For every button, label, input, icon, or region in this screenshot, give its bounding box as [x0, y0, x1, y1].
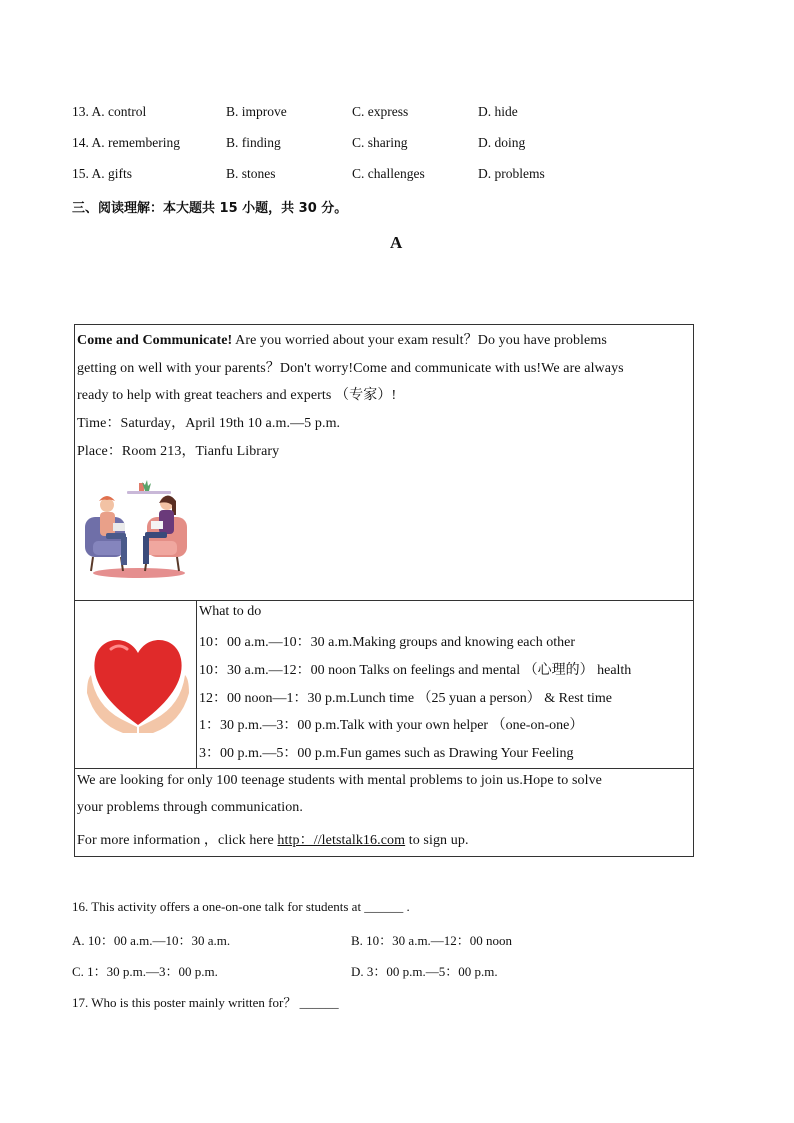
schedule-title: What to do: [199, 604, 262, 619]
schedule-item-1: 10：00 a.m.—10：30 a.m.Making groups and knowing each other: [199, 635, 575, 650]
option-15-b: B. stones: [226, 166, 276, 181]
option-14-a: 14. A. remembering: [72, 135, 180, 150]
poster-divider-1: [75, 600, 693, 601]
option-15-c: C. challenges: [352, 166, 425, 181]
poster: [74, 324, 694, 857]
option-13-c: C. express: [352, 104, 409, 119]
schedule-item-3: 12：00 noon—1：30 p.m.Lunch time （25 yuan a person） & Rest time: [199, 691, 612, 706]
schedule-item-2: 10：30 a.m.—12：00 noon Talks on feelings and mental （心理的） health: [199, 663, 632, 678]
poster-intro-line1-rest: Are you worried about your exam result？Do you have problems: [232, 333, 607, 348]
poster-intro-line3: ready to help with great teachers and experts （专家）!: [77, 388, 397, 403]
question-17: 17. Who is this poster mainly written for？ ______: [72, 995, 339, 1010]
question-16-option-b: B. 10：30 a.m.—12：00 noon: [351, 933, 513, 948]
schedule-item-4: 1：30 p.m.—3：00 p.m.Talk with your own helper （one-on-one）: [199, 718, 584, 733]
poster-footer-line3: [77, 829, 469, 849]
option-14-d: D. doing: [478, 135, 526, 150]
section-heading: 三、阅读理解：本大题共 15 小题，共 30 分。: [72, 201, 348, 216]
poster-intro-line1: [77, 329, 607, 349]
question-16-option-a: A. 10：00 a.m.—10：30 a.m.: [72, 933, 231, 948]
poster-column-divider: [196, 600, 197, 768]
counseling-illustration: [81, 477, 199, 581]
passage-title: A: [390, 233, 403, 252]
question-16-option-c: C. 1：30 p.m.—3：00 p.m.: [72, 964, 218, 979]
poster-intro-bold: Come and Communicate!: [77, 333, 233, 348]
poster-footer-line1: We are looking for only 100 teenage students with mental problems to join us.Hope to solve: [77, 773, 602, 788]
signup-link[interactable]: http：//letstalk16.com: [277, 833, 406, 848]
poster-place: Place：Room 213，Tianfu Library: [77, 444, 280, 459]
heart-hands-icon: [87, 625, 189, 735]
poster-intro-line2: getting on well with your parents？Don't worry!Come and communicate with us!We are always: [77, 361, 624, 376]
footer-line3-pre: For more information ，click here: [77, 833, 278, 848]
option-14-b: B. finding: [226, 135, 281, 150]
option-13-b: B. improve: [226, 104, 287, 119]
poster-time: Time：Saturday，April 19th 10 a.m.—5 p.m.: [77, 416, 341, 431]
poster-footer-line2: your problems through communication.: [77, 800, 304, 815]
question-16-option-d: D. 3：00 p.m.—5：00 p.m.: [351, 964, 498, 979]
question-16: 16. This activity offers a one-on-one talk for students at ______ .: [72, 899, 410, 914]
option-13-d: D. hide: [478, 104, 518, 119]
footer-line3-post: to sign up.: [405, 833, 469, 848]
poster-divider-2: [75, 768, 693, 769]
option-13-a: 13. A. control: [72, 104, 147, 119]
option-15-d: D. problems: [478, 166, 545, 181]
option-15-a: 15. A. gifts: [72, 166, 133, 181]
option-14-c: C. sharing: [352, 135, 408, 150]
schedule-item-5: 3：00 p.m.—5：00 p.m.Fun games such as Drawing Your Feeling: [199, 746, 574, 761]
